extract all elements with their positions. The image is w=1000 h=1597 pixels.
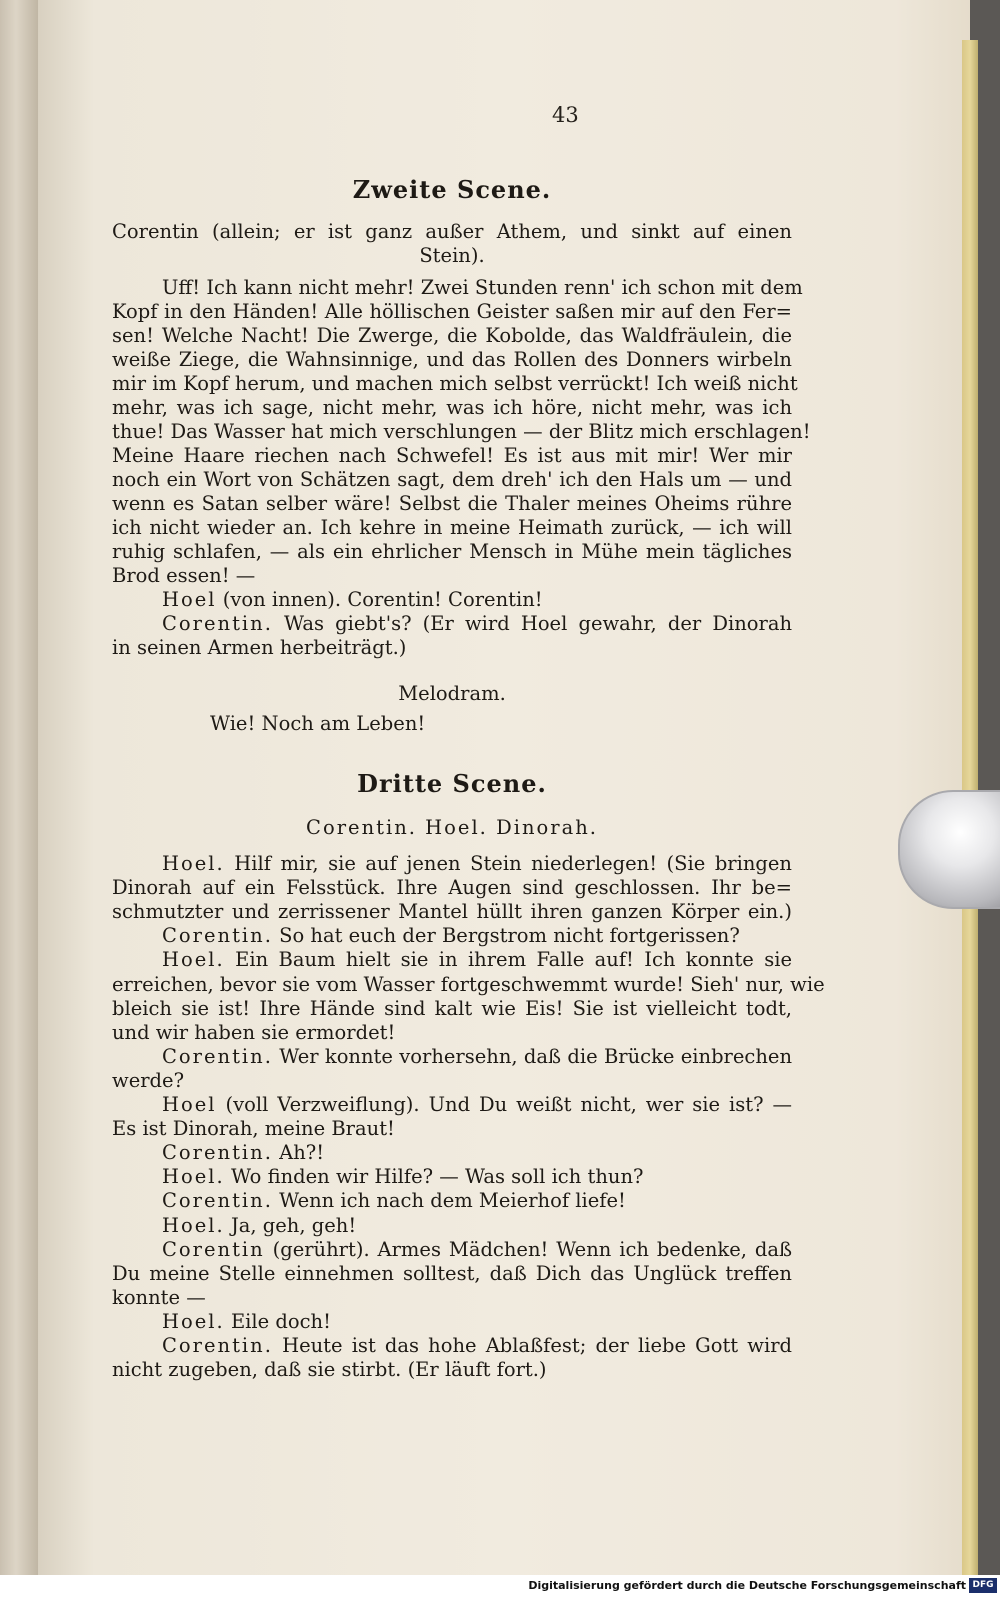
- dialogue-text: und wir haben sie ermordet!: [112, 1021, 396, 1044]
- monologue-line: sen! Welche Nacht! Die Zwerge, die Kobolde, das Waldfräulein, die: [112, 324, 792, 347]
- dialogue-line: [162, 1165, 643, 1189]
- dialogue-text: Wenn ich nach dem Meierhof liefe!: [279, 1189, 626, 1212]
- speaker-name: Hoel.: [162, 1165, 225, 1188]
- scene2-direction-line: Corentin (allein; er ist ganz außer Athem, und sinkt auf einen: [112, 220, 792, 243]
- footer-credit: Digitalisierung gefördert durch die Deutsche Forschungsgemeinschaft: [528, 1579, 966, 1592]
- dialogue-continuation: [112, 900, 792, 924]
- speaker-name: Hoel.: [162, 1310, 225, 1333]
- dialogue-line: [162, 1214, 356, 1238]
- dialogue-line: [162, 1310, 331, 1334]
- page-clip: [898, 790, 1000, 909]
- dialogue-line: [162, 852, 792, 876]
- dialogue-text: Hilf mir, sie auf jenen Stein niederlegen! (Sie bringen: [234, 852, 792, 875]
- speaker-name: Corentin.: [162, 1141, 273, 1164]
- dialogue-text: (voll Verzweiflung). Und Du weißt nicht, wer sie ist? —: [225, 1093, 792, 1116]
- speaker-name: Corentin: [162, 1238, 265, 1261]
- dialogue-continuation: [112, 1286, 206, 1310]
- monologue-line: mir im Kopf herum, und machen mich selbst verrückt! Ich weiß nicht: [112, 372, 798, 395]
- dialogue-continuation: [112, 1117, 395, 1141]
- footer: [0, 1575, 1000, 1597]
- melodram-label: Melodram.: [398, 682, 506, 705]
- dialogue-continuation: [112, 1358, 547, 1382]
- dialogue-line: [162, 1334, 792, 1358]
- speaker-name: Corentin.: [162, 1334, 273, 1357]
- speaker-name: Hoel: [162, 588, 217, 611]
- dialogue-text: Ja, geh, geh!: [230, 1214, 357, 1237]
- speaker-name: Hoel.: [162, 1214, 225, 1237]
- monologue-line: Meine Haare riechen nach Schwefel! Es ist aus mit mir! Wer mir: [112, 444, 792, 467]
- dialogue-line: [162, 948, 792, 972]
- speaker-name: Corentin.: [162, 924, 273, 947]
- monologue-line: ruhig schlafen, — als ein ehrlicher Mensch in Mühe mein tägliches: [112, 540, 792, 563]
- dialogue-text: Ah?!: [279, 1141, 325, 1164]
- speaker-name: Hoel.: [162, 948, 225, 971]
- speaker-name: Corentin.: [162, 612, 273, 635]
- dialogue-continuation: [112, 876, 792, 900]
- scene3-cast: Corentin. Hoel. Dinorah.: [306, 816, 598, 839]
- dialogue-continuation: [112, 1262, 792, 1286]
- dialogue-text: Ein Baum hielt sie in ihrem Falle auf! Ich konnte sie: [235, 948, 792, 971]
- dialogue-text: Was giebt's? (Er wird Hoel gewahr, der Dinorah: [284, 612, 792, 635]
- monologue-line: mehr, was ich sage, nicht mehr, was ich höre, nicht mehr, was ich: [112, 396, 792, 419]
- monologue-line: thue! Das Wasser hat mich verschlungen — der Blitz mich erschlagen!: [112, 420, 811, 443]
- dialogue-text: bleich sie ist! Ihre Hände sind kalt wie Eis! Sie ist vielleicht todt,: [112, 997, 792, 1020]
- dialogue-text: Wo finden wir Hilfe? — Was soll ich thun?: [230, 1165, 644, 1188]
- scene3-heading: Dritte Scene.: [357, 769, 547, 798]
- dialogue-text: Es ist Dinorah, meine Braut!: [112, 1117, 395, 1140]
- dialogue-continuation: [112, 1021, 395, 1045]
- dialogue-line: [162, 1045, 792, 1069]
- speaker-name: Corentin.: [162, 1045, 273, 1068]
- dialogue-text: erreichen, bevor sie vom Wasser fortgeschwemmt wurde! Sieh' nur, wie: [112, 973, 825, 996]
- corentin-cue: [162, 612, 792, 636]
- dialogue-text: Wer konnte vorhersehn, daß die Brücke einbrechen: [279, 1045, 793, 1068]
- dialogue-text: Dinorah auf ein Felsstück. Ihre Augen sind geschlossen. Ihr be=: [112, 876, 792, 899]
- page-number: 43: [552, 103, 579, 127]
- melodram-line: Wie! Noch am Leben!: [210, 712, 426, 735]
- monologue-line: Brod essen! —: [112, 564, 256, 587]
- dialogue-text: (von innen). Corentin! Corentin!: [222, 588, 543, 611]
- monologue-line: wenn es Satan selber wäre! Selbst die Thaler meines Oheims rühre: [112, 492, 792, 515]
- dialogue-continuation: [112, 997, 792, 1021]
- dialogue-line: [162, 1189, 626, 1213]
- dialogue-continuation: [112, 1069, 184, 1093]
- dfg-logo: DFG: [969, 1578, 997, 1593]
- monologue-line: noch ein Wort von Schätzen sagt, dem dreh' ich den Hals um — und: [112, 468, 792, 491]
- monologue-line: weiße Ziege, die Wahnsinnige, und das Rollen des Donners wirbeln: [112, 348, 792, 371]
- dialogue-text: So hat euch der Bergstrom nicht fortgerissen?: [279, 924, 740, 947]
- speaker-name: Hoel: [162, 1093, 217, 1116]
- dialogue-text: (gerührt). Armes Mädchen! Wenn ich bedenke, daß: [272, 1238, 792, 1261]
- dialogue-text: nicht zugeben, daß sie stirbt. (Er läuft fort.): [112, 1358, 547, 1381]
- dialogue-line: [162, 1141, 324, 1165]
- dialogue-text: konnte —: [112, 1286, 206, 1309]
- dialogue-line: [162, 1093, 792, 1117]
- scene2-direction-line: Stein).: [419, 244, 485, 267]
- hoel-cue: [162, 588, 543, 612]
- dialogue-text: werde?: [112, 1069, 185, 1092]
- dialogue-line: [162, 924, 740, 948]
- dialogue-continuation: [112, 973, 825, 997]
- monologue-line: Uff! Ich kann nicht mehr! Zwei Stunden renn' ich schon mit dem: [162, 276, 803, 299]
- speaker-name: Corentin.: [162, 1189, 273, 1212]
- dialogue-text: Du meine Stelle einnehmen solltest, daß Dich das Unglück treffen: [112, 1262, 792, 1285]
- monologue-line: ich nicht wieder an. Ich kehre in meine Heimath zurück, — ich will: [112, 516, 792, 539]
- dialogue-line: [162, 1238, 792, 1262]
- speaker-name: Hoel.: [162, 852, 225, 875]
- dialogue-text: schmutzter und zerrissener Mantel hüllt ihren ganzen Körper ein.): [112, 900, 792, 923]
- dialogue-text: Eile doch!: [230, 1310, 331, 1333]
- scene2-heading: Zweite Scene.: [352, 175, 552, 204]
- monologue-line: Kopf in den Händen! Alle höllischen Geister saßen mir auf den Fer=: [112, 300, 792, 323]
- book-gutter: [0, 0, 40, 1575]
- dialogue-continuation: in seinen Armen herbeiträgt.): [112, 636, 407, 659]
- dialogue-text: Heute ist das hohe Ablaßfest; der liebe Gott wird: [282, 1334, 793, 1357]
